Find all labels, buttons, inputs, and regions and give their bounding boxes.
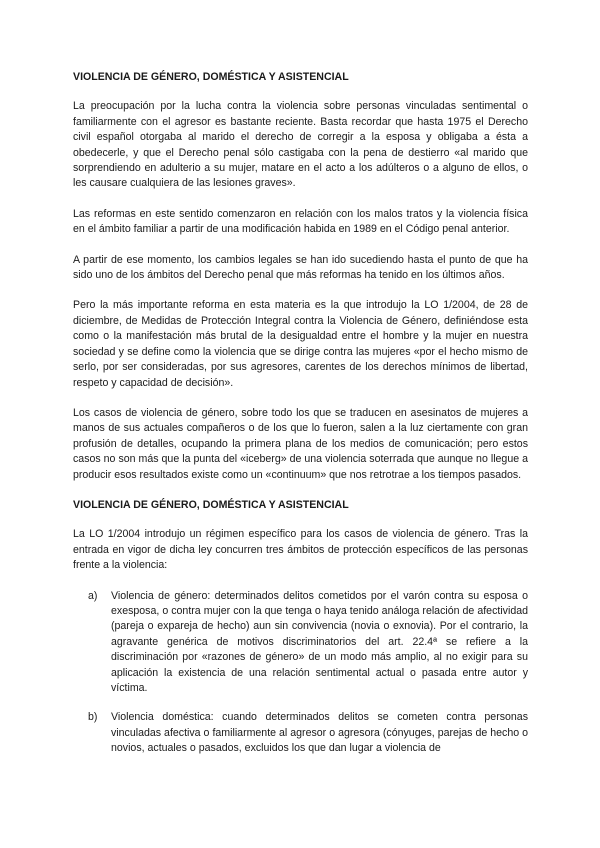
paragraph: A partir de ese momento, los cambios legales se han ido sucediendo hasta el punto de que ha sido uno de los ámbitos del Derecho penal que más reformas ha tenido en los últimos años.: [73, 253, 528, 282]
list-item-text: Violencia de género: determinados delitos cometidos por el varón contra su esposa o exesposa, o contra mujer con la que tenga o haya tenido análoga relación de afectividad (pareja o expareja de hecho) aun sin convivencia (novia o exnovia). Por el contrario, la agravante genérica de motivos discriminatorios del art. 22.4ª se refiere a la discriminación por «razones de género» de un modo más amplio, al no exigir para su aplicación la existencia de una relación sentimental actual o pasada entre autor y víctima.: [111, 589, 528, 694]
protection-scope-list: [73, 589, 528, 757]
section-heading: VIOLENCIA DE GÉNERO, DOMÉSTICA Y ASISTENCIAL: [73, 498, 349, 511]
section-heading: VIOLENCIA DE GÉNERO, DOMÉSTICA Y ASISTENCIAL: [73, 71, 349, 83]
list-marker: a): [88, 589, 98, 602]
list-marker: b): [88, 711, 98, 724]
paragraph: La LO 1/2004 introdujo un régimen específico para los casos de violencia de género. Tras la entrada en vigor de dicha ley concurren tres ámbitos de protección específicos de las personas frente a la violencia:: [73, 528, 528, 572]
section-protection-scopes: [73, 498, 528, 757]
list-item: [73, 589, 528, 697]
list-item-text: Violencia doméstica: cuando determinados delitos se cometen contra personas vinculadas afectiva o familiarmente al agresor o agresora (cónyuges, parejas de hecho o novios, actuales o pasados, excluidos los que dan lugar a violencia de: [111, 711, 528, 755]
paragraph: Las reformas en este sentido comenzaron en relación con los malos tratos y la violencia física en el ámbito familiar a partir de una modificación habida en 1989 en el Código penal anterior.: [73, 207, 528, 236]
document-body: [73, 70, 528, 771]
paragraph: Pero la más importante reforma en esta materia es la que introdujo la LO 1/2004, de 28 de diciembre, de Medidas de Protección Integral contra la Violencia de Género, definiéndose esta como o la manifestación más brutal de la desigualdad entre el hombre y la mujer en nuestra sociedad y se define como la violencia que se dirige contra las mujeres «por el hecho mismo de serlo, por ser consideradas, por sus agresores, carentes de los derechos mínimos de libertad, respeto y capacidad de decisión».: [73, 299, 528, 389]
paragraph: Los casos de violencia de género, sobre todo los que se traducen en asesinatos de mujeres a manos de sus actuales compañeros o de los que lo fueron, salen a la luz ciertamente con gran profusión de detalles, ocupando la primera plana de los medios de comunicación; pero estos casos no son más que la punta del «iceberg» de una violencia soterrada que aunque no llegue a producir esos resultados existe como un «continuum» que nos retrotrae a los tiempos pasados.: [73, 406, 528, 481]
section-intro: [73, 70, 528, 483]
list-item: [73, 710, 528, 756]
paragraph: La preocupación por la lucha contra la violencia sobre personas vinculadas sentimental o familiarmente con el agresor es bastante reciente. Basta recordar que hasta 1975 el Derecho civil español otorgaba al marido el derecho de corregir a la esposa y obligaba a ésta a obedecerle, y que el Derecho penal sólo castigaba con la pena de destierro «al marido que sorprendiendo en adulterio a su mujer, matare en el acto a los adúlteros o a alguno de ellos, o les causare cualquiera de las lesiones graves».: [73, 100, 528, 190]
